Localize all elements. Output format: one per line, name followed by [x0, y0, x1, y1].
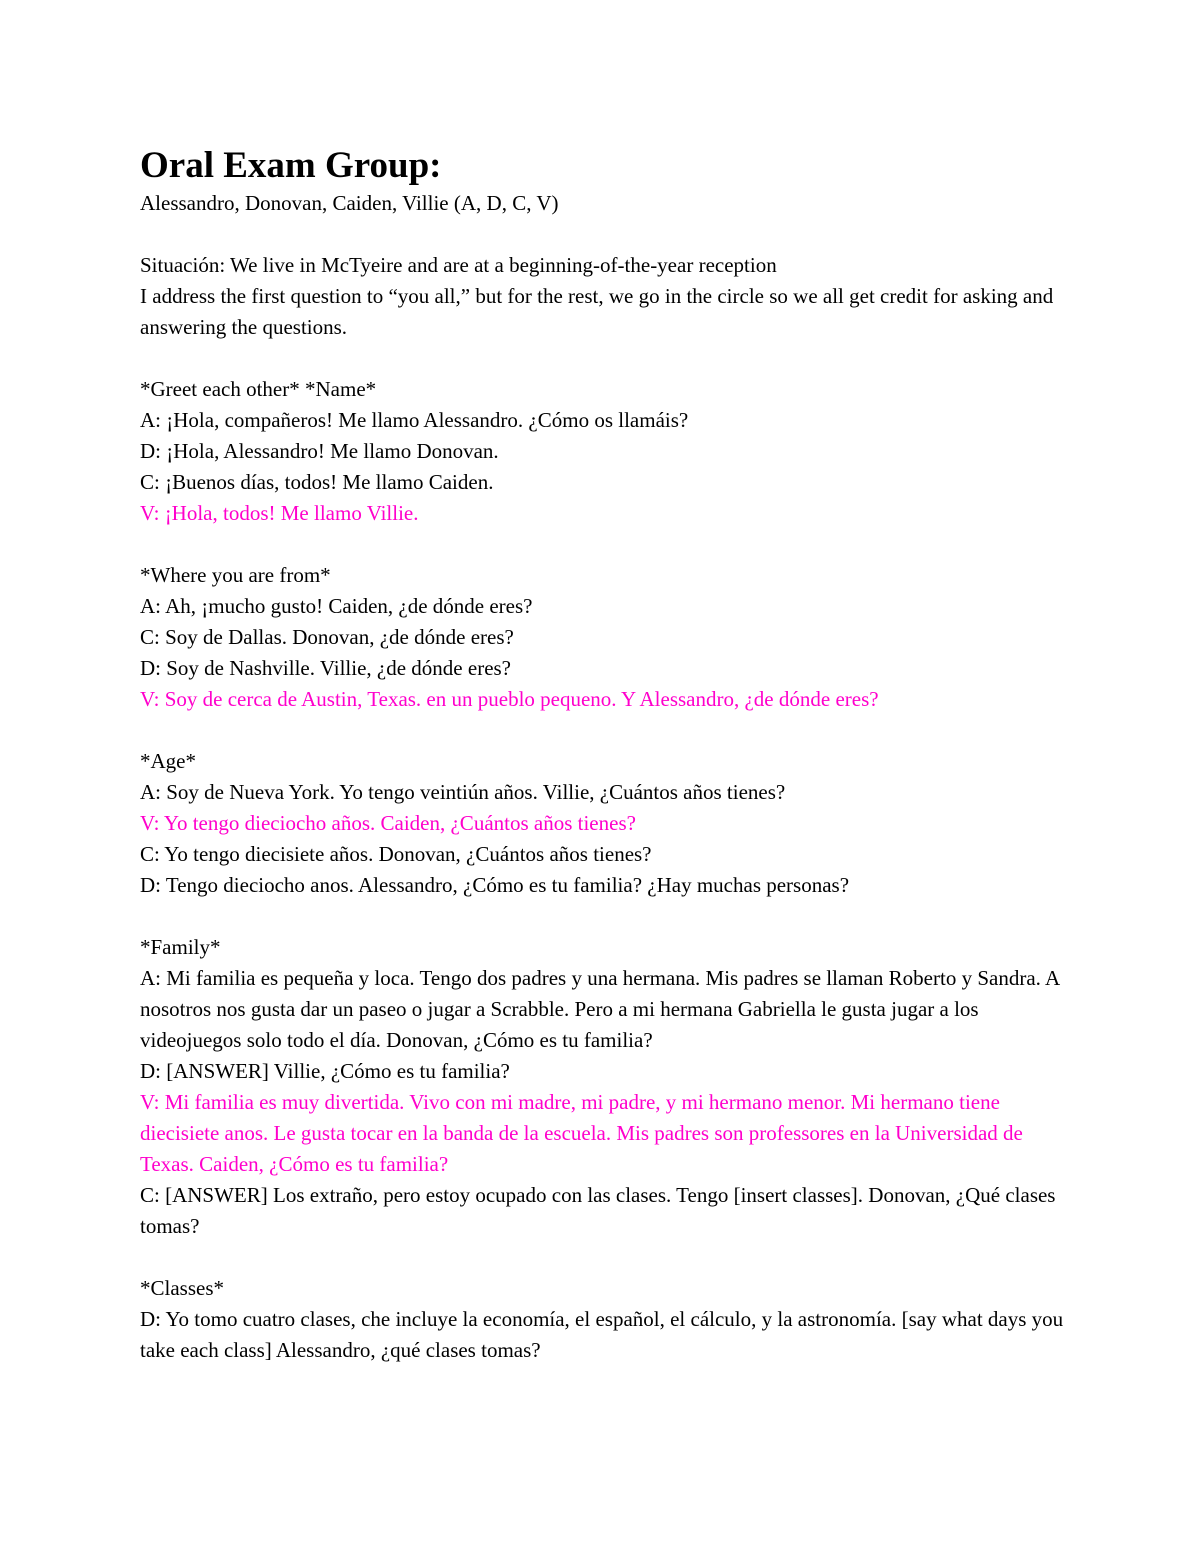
section-heading: *Greet each other* *Name* — [140, 377, 377, 401]
dialogue-line: C: [ANSWER] Los extraño, pero estoy ocupado con las clases. Tengo [insert classes]. Donovan, ¿Qué clases tomas? — [140, 1183, 1056, 1238]
dialogue-line: A: Ah, ¡mucho gusto! Caiden, ¿de dónde eres? — [140, 594, 533, 618]
dialogue-line-highlighted: V: ¡Hola, todos! Me llamo Villie. — [140, 501, 419, 525]
spacer — [140, 1242, 1070, 1273]
document-title: Oral Exam Group: — [140, 145, 442, 186]
dialogue-line-highlighted: V: Mi familia es muy divertida. Vivo con mi madre, mi padre, y mi hermano menor. Mi hermano tiene diecisiete anos. Le gusta tocar en la banda de la escuela. Mis padres son professores en la Universidad de Texas. Caiden, ¿Cómo es tu familia? — [140, 1090, 1023, 1176]
dialogue-line: D: Soy de Nashville. Villie, ¿de dónde eres? — [140, 656, 512, 680]
section-heading: *Age* — [140, 749, 196, 773]
spacer — [140, 529, 1070, 560]
spacer — [140, 715, 1070, 746]
dialogue-line: C: Yo tengo diecisiete años. Donovan, ¿Cuántos años tienes? — [140, 842, 652, 866]
group-members: Alessandro, Donovan, Caiden, Villie (A, D, C, V) — [140, 191, 559, 215]
dialogue-line: A: ¡Hola, compañeros! Me llamo Alessandro. ¿Cómo os llamáis? — [140, 408, 689, 432]
dialogue-line: A: Soy de Nueva York. Yo tengo veintiún años. Villie, ¿Cuántos años tienes? — [140, 780, 786, 804]
section-heading: *Where you are from* — [140, 563, 331, 587]
dialogue-line: D: [ANSWER] Villie, ¿Cómo es tu familia? — [140, 1059, 510, 1083]
dialogue-line-highlighted: V: Yo tengo dieciocho años. Caiden, ¿Cuántos años tienes? — [140, 811, 636, 835]
situation-line: Situación: We live in McTyeire and are at a beginning-of-the-year reception — [140, 253, 777, 277]
dialogue-line-highlighted: V: Soy de cerca de Austin, Texas. en un pueblo pequeno. Y Alessandro, ¿de dónde eres? — [140, 687, 879, 711]
spacer — [140, 901, 1070, 932]
spacer — [140, 343, 1070, 374]
dialogue-line: C: Soy de Dallas. Donovan, ¿de dónde eres? — [140, 625, 514, 649]
section-heading: *Classes* — [140, 1276, 224, 1300]
dialogue-sections — [140, 343, 1070, 1366]
dialogue-line: A: Mi familia es pequeña y loca. Tengo dos padres y una hermana. Mis padres se llaman Roberto y Sandra. A nosotros nos gusta dar un paseo o jugar a Scrabble. Pero a mi hermana Gabriella le gusta jugar a los videojuegos solo todo el día. Donovan, ¿Cómo es tu familia? — [140, 966, 1059, 1052]
instructions-paragraph: I address the first question to “you all,” but for the rest, we go in the circle so we all get credit for asking and answering the questions. — [140, 284, 1054, 339]
dialogue-line: D: ¡Hola, Alessandro! Me llamo Donovan. — [140, 439, 499, 463]
section-heading: *Family* — [140, 935, 221, 959]
document-page — [140, 140, 1070, 1366]
dialogue-line: C: ¡Buenos días, todos! Me llamo Caiden. — [140, 470, 494, 494]
dialogue-line: D: Tengo dieciocho anos. Alessandro, ¿Cómo es tu familia? ¿Hay muchas personas? — [140, 873, 850, 897]
spacer — [140, 219, 1070, 250]
dialogue-line: D: Yo tomo cuatro clases, che incluye la economía, el español, el cálculo, y la astronomía. [say what days you take each class] Alessandro, ¿qué clases tomas? — [140, 1307, 1064, 1362]
